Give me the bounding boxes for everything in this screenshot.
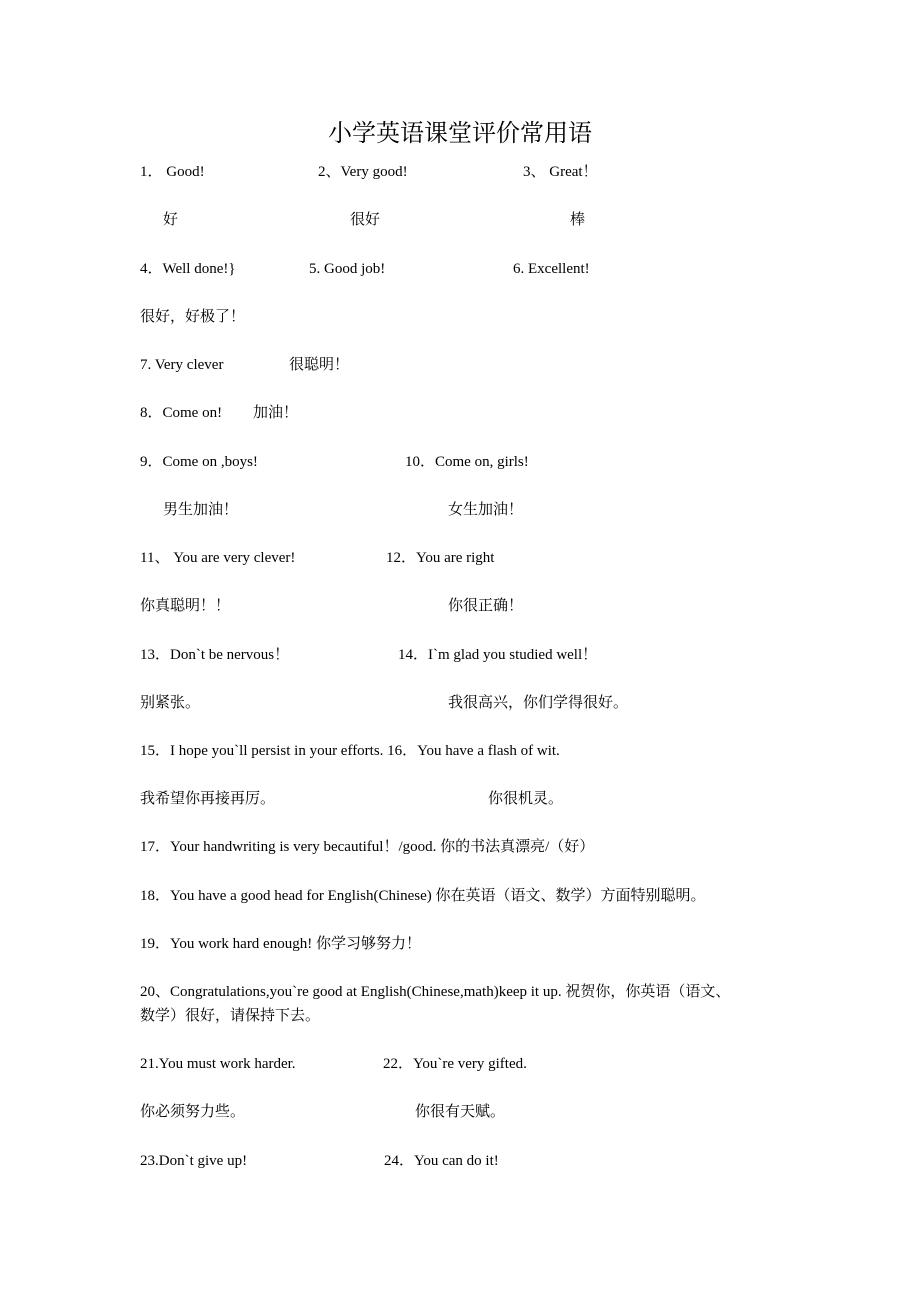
phrase-13: 13．Don`t be nervous！ [140,647,290,663]
translation-16: 你很机灵。 [488,791,564,807]
translation-3: 棒 [570,212,586,228]
phrase-20-continued: 数学）很好，请保持下去。 [140,1008,321,1024]
phrase-15-16: 15．I hope you`ll persist in your efforts. 16．You have a flash of wit. [140,743,560,759]
phrase-4: 4．Well done!} [140,261,236,277]
phrase-18: 18．You have a good head for English(Chinese) 你在英语（语文、数学）方面特别聪明。 [140,888,706,904]
translation-21: 你必须努力些。 [140,1104,246,1120]
translation-1: 好 [163,212,179,228]
phrase-23: 23.Don`t give up! [140,1153,248,1169]
phrase-8: 8．Come on! [140,405,223,421]
phrase-10: 10．Come on, girls! [405,454,529,470]
phrase-20: 20、Congratulations,you`re good at English(Chinese,math)keep it up. 祝贺你，你英语（语文、 [140,984,731,1000]
phrase-24: 24．You can do it! [384,1153,499,1169]
phrase-7: 7. Very clever [140,357,224,373]
phrase-22: 22．You`re very gifted. [383,1056,527,1072]
phrase-21: 21.You must work harder. [140,1056,296,1072]
phrase-11: 11、 You are very clever! [140,550,296,566]
phrase-3: 3、 Great！ [523,164,598,180]
phrase-5: 5. Good job! [309,261,386,277]
translation-8: 加油！ [253,405,299,421]
document-title: 小学英语课堂评价常用语 [328,121,592,147]
phrase-12: 12．You are right [386,550,495,566]
phrase-19: 19．You work hard enough! 你学习够努力！ [140,936,421,952]
translation-10: 女生加油！ [448,502,524,518]
translation-2: 很好 [350,212,381,228]
phrase-6: 6. Excellent! [513,261,590,277]
translation-13: 别紧张。 [140,695,201,711]
translation-14: 我很高兴，你们学得很好。 [448,695,629,711]
translation-22: 你很有天赋。 [415,1104,506,1120]
translation-7: 很聪明！ [289,357,350,373]
translation-4-6: 很好，好极了！ [140,309,246,325]
phrase-14: 14．I`m glad you studied well！ [398,647,598,663]
translation-12: 你很正确！ [448,598,524,614]
phrase-1: 1． Good! [140,164,205,180]
translation-11: 你真聪明！！ [140,598,231,614]
translation-15: 我希望你再接再厉。 [140,791,276,807]
phrase-9: 9．Come on ,boys! [140,454,258,470]
translation-9: 男生加油！ [163,502,239,518]
phrase-2: 2、Very good! [318,164,408,180]
phrase-17: 17．Your handwriting is very becautiful！/good. 你的书法真漂亮/（好） [140,839,595,855]
